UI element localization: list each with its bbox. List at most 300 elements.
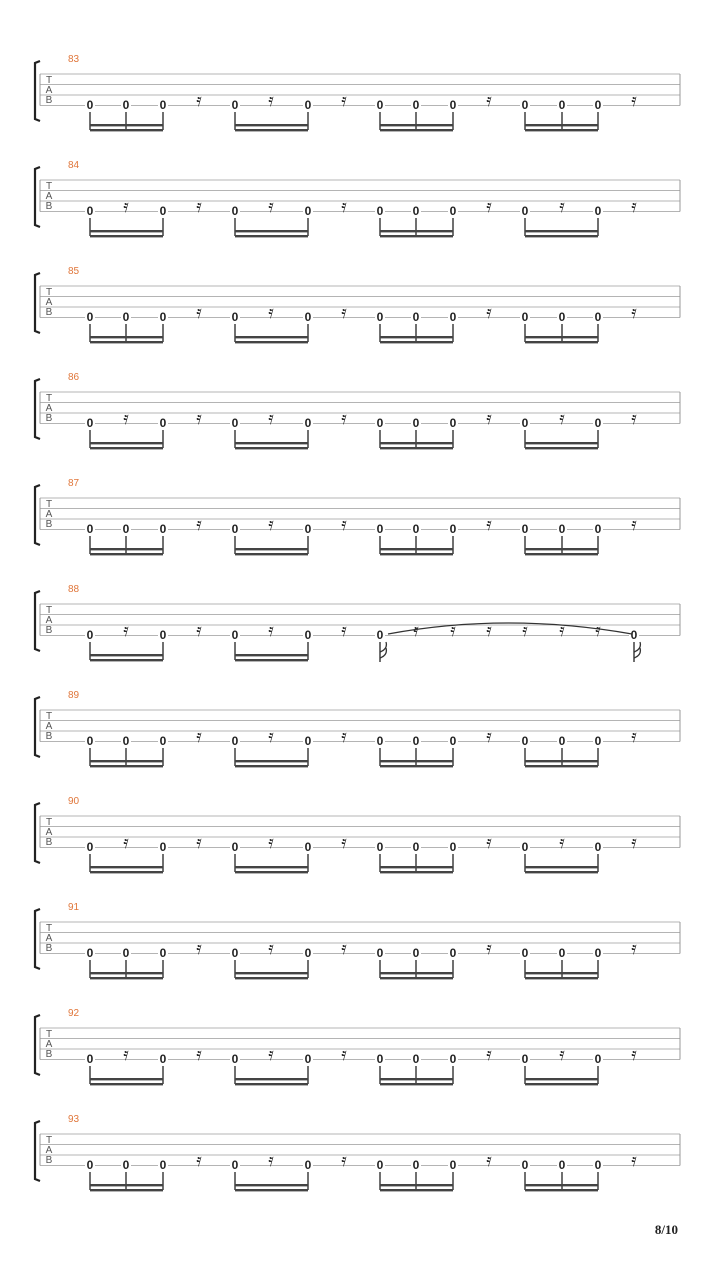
system-bracket bbox=[35, 379, 40, 439]
system-bracket bbox=[35, 485, 40, 545]
sixteenth-rest: 𝄿 bbox=[486, 196, 492, 217]
beam bbox=[235, 866, 308, 868]
sixteenth-rest: 𝄿 bbox=[631, 938, 637, 959]
tab-clef-a: A bbox=[45, 403, 53, 414]
tab-clef-b: B bbox=[45, 201, 53, 212]
sixteenth-rest: 𝄿 bbox=[268, 90, 274, 111]
beam bbox=[525, 760, 598, 762]
beam bbox=[380, 760, 453, 762]
beam bbox=[90, 765, 163, 767]
page-number: 8/10 bbox=[654, 1222, 678, 1237]
sixteenth-rest: 𝄿 bbox=[341, 196, 347, 217]
beam bbox=[90, 871, 163, 873]
fret-number: 0 bbox=[412, 946, 420, 960]
staff-system bbox=[35, 584, 680, 662]
fret-number: 0 bbox=[86, 1158, 94, 1172]
fret-number: 0 bbox=[376, 946, 384, 960]
fret-number: 0 bbox=[449, 416, 457, 430]
fret-number: 0 bbox=[449, 734, 457, 748]
staff-system bbox=[35, 690, 680, 767]
fret-number: 0 bbox=[86, 416, 94, 430]
fret-number: 0 bbox=[521, 946, 529, 960]
beam bbox=[235, 447, 308, 449]
measure-number: 88 bbox=[68, 584, 80, 595]
sixteenth-rest: 𝄿 bbox=[268, 726, 274, 747]
fret-number: 0 bbox=[159, 98, 167, 112]
sixteenth-rest: 𝄿 bbox=[341, 302, 347, 323]
fret-number: 0 bbox=[304, 628, 312, 642]
beam bbox=[90, 336, 163, 338]
beam bbox=[380, 1189, 453, 1191]
fret-number: 0 bbox=[86, 734, 94, 748]
fret-number: 0 bbox=[304, 522, 312, 536]
beam bbox=[235, 1184, 308, 1186]
beam bbox=[525, 548, 598, 550]
staff-system bbox=[35, 478, 680, 555]
fret-number: 0 bbox=[558, 1158, 566, 1172]
fret-number: 0 bbox=[521, 98, 529, 112]
fret-number: 0 bbox=[412, 204, 420, 218]
beam bbox=[525, 553, 598, 555]
fret-number: 0 bbox=[122, 522, 130, 536]
sixteenth-rest: 𝄿 bbox=[486, 302, 492, 323]
sixteenth-rest: 𝄿 bbox=[268, 938, 274, 959]
sixteenth-rest: 𝄿 bbox=[631, 514, 637, 535]
sixteenth-rest: 𝄿 bbox=[341, 1150, 347, 1171]
note-flag bbox=[634, 642, 640, 658]
staff-system bbox=[35, 266, 680, 343]
beam bbox=[235, 341, 308, 343]
beam bbox=[235, 1083, 308, 1085]
fret-number: 0 bbox=[231, 628, 239, 642]
sixteenth-rest: 𝄿 bbox=[196, 196, 202, 217]
fret-number: 0 bbox=[86, 840, 94, 854]
fret-number: 0 bbox=[594, 1158, 602, 1172]
fret-number: 0 bbox=[304, 734, 312, 748]
beam bbox=[235, 659, 308, 661]
beam bbox=[525, 124, 598, 126]
fret-number: 0 bbox=[231, 1052, 239, 1066]
sixteenth-rest: 𝄿 bbox=[631, 196, 637, 217]
fret-number: 0 bbox=[122, 1158, 130, 1172]
sixteenth-rest: 𝄿 bbox=[522, 620, 528, 641]
fret-number: 0 bbox=[558, 522, 566, 536]
tab-clef-t: T bbox=[45, 711, 53, 722]
beam bbox=[525, 129, 598, 131]
tab-clef-a: A bbox=[45, 191, 53, 202]
fret-number: 0 bbox=[412, 310, 420, 324]
tab-clef-t: T bbox=[45, 75, 53, 86]
sixteenth-rest: 𝄿 bbox=[123, 1044, 129, 1065]
beam bbox=[525, 1189, 598, 1191]
fret-number: 0 bbox=[159, 204, 167, 218]
fret-number: 0 bbox=[376, 1158, 384, 1172]
fret-number: 0 bbox=[412, 522, 420, 536]
beam bbox=[90, 1184, 163, 1186]
fret-number: 0 bbox=[376, 310, 384, 324]
fret-number: 0 bbox=[86, 1052, 94, 1066]
beam bbox=[235, 765, 308, 767]
fret-number: 0 bbox=[86, 946, 94, 960]
sixteenth-rest: 𝄿 bbox=[268, 196, 274, 217]
tab-clef-t: T bbox=[45, 817, 53, 828]
tab-clef-t: T bbox=[45, 499, 53, 510]
fret-number: 0 bbox=[231, 1158, 239, 1172]
sixteenth-rest: 𝄿 bbox=[631, 90, 637, 111]
sixteenth-rest: 𝄿 bbox=[631, 726, 637, 747]
fret-number: 0 bbox=[594, 946, 602, 960]
sixteenth-rest: 𝄿 bbox=[486, 1150, 492, 1171]
beam bbox=[90, 553, 163, 555]
fret-number: 0 bbox=[376, 522, 384, 536]
fret-number: 0 bbox=[376, 204, 384, 218]
beam bbox=[525, 977, 598, 979]
measure-number: 85 bbox=[68, 266, 80, 277]
fret-number: 0 bbox=[304, 840, 312, 854]
beam bbox=[380, 548, 453, 550]
system-bracket bbox=[35, 1015, 40, 1075]
staff-system bbox=[35, 160, 680, 237]
fret-number: 0 bbox=[86, 628, 94, 642]
fret-number: 0 bbox=[231, 840, 239, 854]
fret-number: 0 bbox=[231, 946, 239, 960]
fret-number: 0 bbox=[449, 1158, 457, 1172]
beam bbox=[525, 1184, 598, 1186]
fret-number: 0 bbox=[558, 98, 566, 112]
fret-number: 0 bbox=[231, 310, 239, 324]
beam bbox=[90, 129, 163, 131]
fret-number: 0 bbox=[159, 310, 167, 324]
staff-system bbox=[35, 796, 680, 873]
fret-number: 0 bbox=[304, 1158, 312, 1172]
fret-number: 0 bbox=[521, 416, 529, 430]
beam bbox=[235, 124, 308, 126]
fret-number: 0 bbox=[231, 416, 239, 430]
sixteenth-rest: 𝄿 bbox=[268, 1150, 274, 1171]
sixteenth-rest: 𝄿 bbox=[486, 1044, 492, 1065]
staff-system bbox=[35, 1008, 680, 1085]
tab-clef-a: A bbox=[45, 297, 53, 308]
beam bbox=[235, 230, 308, 232]
beam bbox=[90, 1083, 163, 1085]
beam bbox=[90, 654, 163, 656]
sixteenth-rest: 𝄿 bbox=[341, 90, 347, 111]
sixteenth-rest: 𝄿 bbox=[486, 620, 492, 641]
tab-clef-t: T bbox=[45, 1135, 53, 1146]
fret-number: 0 bbox=[376, 98, 384, 112]
tab-clef-t: T bbox=[45, 605, 53, 616]
tab-clef-b: B bbox=[45, 307, 53, 318]
fret-number: 0 bbox=[159, 946, 167, 960]
fret-number: 0 bbox=[122, 98, 130, 112]
beam bbox=[90, 972, 163, 974]
sixteenth-rest: 𝄿 bbox=[268, 514, 274, 535]
sixteenth-rest: 𝄿 bbox=[196, 408, 202, 429]
sixteenth-rest: 𝄿 bbox=[196, 302, 202, 323]
sixteenth-rest: 𝄿 bbox=[631, 1044, 637, 1065]
beam bbox=[380, 336, 453, 338]
sixteenth-rest: 𝄿 bbox=[631, 408, 637, 429]
measure-number: 83 bbox=[68, 54, 80, 65]
tab-clef-t: T bbox=[45, 287, 53, 298]
system-bracket bbox=[35, 591, 40, 651]
fret-number: 0 bbox=[521, 522, 529, 536]
sixteenth-rest: 𝄿 bbox=[559, 196, 565, 217]
sixteenth-rest: 𝄿 bbox=[123, 832, 129, 853]
measure-number: 86 bbox=[68, 372, 80, 383]
tab-clef-t: T bbox=[45, 923, 53, 934]
beam bbox=[235, 235, 308, 237]
beam bbox=[235, 442, 308, 444]
fret-number: 0 bbox=[86, 98, 94, 112]
tab-clef-b: B bbox=[45, 519, 53, 530]
beam bbox=[380, 1184, 453, 1186]
beam bbox=[90, 548, 163, 550]
fret-number: 0 bbox=[449, 840, 457, 854]
sixteenth-rest: 𝄿 bbox=[123, 196, 129, 217]
beam bbox=[380, 765, 453, 767]
tab-clef-a: A bbox=[45, 721, 53, 732]
fret-number: 0 bbox=[231, 98, 239, 112]
beam bbox=[525, 336, 598, 338]
beam bbox=[525, 447, 598, 449]
fret-number: 0 bbox=[412, 416, 420, 430]
fret-number: 0 bbox=[412, 1052, 420, 1066]
beam bbox=[525, 866, 598, 868]
system-bracket bbox=[35, 909, 40, 969]
sixteenth-rest: 𝄿 bbox=[341, 620, 347, 641]
fret-number: 0 bbox=[304, 98, 312, 112]
fret-number: 0 bbox=[376, 416, 384, 430]
sixteenth-rest: 𝄿 bbox=[196, 620, 202, 641]
beam bbox=[525, 230, 598, 232]
fret-number: 0 bbox=[594, 734, 602, 748]
tab-clef-t: T bbox=[45, 181, 53, 192]
sixteenth-rest: 𝄿 bbox=[268, 1044, 274, 1065]
fret-number: 0 bbox=[304, 416, 312, 430]
fret-number: 0 bbox=[376, 734, 384, 748]
fret-number: 0 bbox=[159, 1052, 167, 1066]
beam bbox=[235, 129, 308, 131]
beam bbox=[235, 760, 308, 762]
fret-number: 0 bbox=[376, 840, 384, 854]
staff-system bbox=[35, 1114, 680, 1191]
sixteenth-rest: 𝄿 bbox=[268, 620, 274, 641]
tab-clef-b: B bbox=[45, 95, 53, 106]
fret-number: 0 bbox=[521, 840, 529, 854]
beam bbox=[380, 1078, 453, 1080]
sixteenth-rest: 𝄿 bbox=[341, 832, 347, 853]
beam bbox=[90, 124, 163, 126]
tab-clef-b: B bbox=[45, 1049, 53, 1060]
sixteenth-rest: 𝄿 bbox=[268, 302, 274, 323]
staff-system bbox=[35, 902, 680, 979]
sixteenth-rest: 𝄿 bbox=[486, 938, 492, 959]
fret-number: 0 bbox=[594, 1052, 602, 1066]
fret-number: 0 bbox=[412, 840, 420, 854]
measure-number: 92 bbox=[68, 1008, 80, 1019]
sixteenth-rest: 𝄿 bbox=[196, 726, 202, 747]
fret-number: 0 bbox=[304, 946, 312, 960]
tab-clef-t: T bbox=[45, 1029, 53, 1040]
measure-number: 84 bbox=[68, 160, 80, 171]
staff-system bbox=[35, 372, 680, 449]
beam bbox=[525, 235, 598, 237]
fret-number: 0 bbox=[122, 946, 130, 960]
tab-clef-b: B bbox=[45, 731, 53, 742]
tab-clef-a: A bbox=[45, 933, 53, 944]
fret-number: 0 bbox=[376, 628, 384, 642]
sixteenth-rest: 𝄿 bbox=[413, 620, 419, 641]
beam bbox=[525, 442, 598, 444]
fret-number: 0 bbox=[231, 734, 239, 748]
sixteenth-rest: 𝄿 bbox=[196, 938, 202, 959]
sixteenth-rest: 𝄿 bbox=[196, 1044, 202, 1065]
measure-number: 90 bbox=[68, 796, 80, 807]
fret-number: 0 bbox=[521, 204, 529, 218]
fret-number: 0 bbox=[594, 522, 602, 536]
beam bbox=[90, 866, 163, 868]
beam bbox=[235, 1189, 308, 1191]
staff-system bbox=[35, 54, 680, 131]
sixteenth-rest: 𝄿 bbox=[450, 620, 456, 641]
beam bbox=[90, 1078, 163, 1080]
fret-number: 0 bbox=[558, 734, 566, 748]
tab-clef-b: B bbox=[45, 837, 53, 848]
measure-number: 91 bbox=[68, 902, 80, 913]
fret-number: 0 bbox=[159, 840, 167, 854]
sixteenth-rest: 𝄿 bbox=[123, 408, 129, 429]
sixteenth-rest: 𝄿 bbox=[595, 620, 601, 641]
sixteenth-rest: 𝄿 bbox=[268, 408, 274, 429]
beam bbox=[380, 124, 453, 126]
fret-number: 0 bbox=[159, 1158, 167, 1172]
beam bbox=[235, 548, 308, 550]
beam bbox=[525, 871, 598, 873]
fret-number: 0 bbox=[521, 1052, 529, 1066]
fret-number: 0 bbox=[412, 1158, 420, 1172]
fret-number: 0 bbox=[594, 204, 602, 218]
measure-number: 89 bbox=[68, 690, 80, 701]
beam bbox=[235, 871, 308, 873]
fret-number: 0 bbox=[594, 310, 602, 324]
fret-number: 0 bbox=[558, 946, 566, 960]
fret-number: 0 bbox=[304, 310, 312, 324]
sixteenth-rest: 𝄿 bbox=[341, 514, 347, 535]
beam bbox=[235, 972, 308, 974]
sixteenth-rest: 𝄿 bbox=[486, 832, 492, 853]
sixteenth-rest: 𝄿 bbox=[196, 832, 202, 853]
fret-number: 0 bbox=[449, 522, 457, 536]
beam bbox=[525, 972, 598, 974]
sixteenth-rest: 𝄿 bbox=[631, 302, 637, 323]
beam bbox=[525, 1078, 598, 1080]
beam bbox=[90, 235, 163, 237]
fret-number: 0 bbox=[86, 204, 94, 218]
tab-clef-a: A bbox=[45, 615, 53, 626]
sixteenth-rest: 𝄿 bbox=[341, 938, 347, 959]
beam bbox=[90, 447, 163, 449]
beam bbox=[235, 977, 308, 979]
sixteenth-rest: 𝄿 bbox=[631, 1150, 637, 1171]
tab-clef-b: B bbox=[45, 413, 53, 424]
system-bracket bbox=[35, 167, 40, 227]
beam bbox=[380, 1083, 453, 1085]
tab-clef-b: B bbox=[45, 625, 53, 636]
beam bbox=[380, 447, 453, 449]
system-bracket bbox=[35, 697, 40, 757]
beam bbox=[380, 871, 453, 873]
sixteenth-rest: 𝄿 bbox=[559, 620, 565, 641]
fret-number: 0 bbox=[231, 204, 239, 218]
beam bbox=[380, 341, 453, 343]
sixteenth-rest: 𝄿 bbox=[631, 832, 637, 853]
sixteenth-rest: 𝄿 bbox=[486, 408, 492, 429]
beam bbox=[235, 1078, 308, 1080]
sixteenth-rest: 𝄿 bbox=[559, 1044, 565, 1065]
beam bbox=[380, 972, 453, 974]
tab-clef-b: B bbox=[45, 943, 53, 954]
beam bbox=[380, 977, 453, 979]
beam bbox=[90, 442, 163, 444]
measure-number: 93 bbox=[68, 1114, 80, 1125]
fret-number: 0 bbox=[122, 310, 130, 324]
fret-number: 0 bbox=[122, 734, 130, 748]
fret-number: 0 bbox=[304, 204, 312, 218]
fret-number: 0 bbox=[86, 310, 94, 324]
beam bbox=[380, 866, 453, 868]
sixteenth-rest: 𝄿 bbox=[123, 620, 129, 641]
system-bracket bbox=[35, 1121, 40, 1181]
beam bbox=[525, 765, 598, 767]
fret-number: 0 bbox=[86, 522, 94, 536]
beam bbox=[90, 341, 163, 343]
sixteenth-rest: 𝄿 bbox=[559, 408, 565, 429]
fret-number: 0 bbox=[521, 310, 529, 324]
note-flag bbox=[380, 642, 386, 658]
fret-number: 0 bbox=[594, 98, 602, 112]
sixteenth-rest: 𝄿 bbox=[268, 832, 274, 853]
fret-number: 0 bbox=[449, 310, 457, 324]
tab-clef-a: A bbox=[45, 827, 53, 838]
sixteenth-rest: 𝄿 bbox=[486, 514, 492, 535]
fret-number: 0 bbox=[159, 522, 167, 536]
tab-clef-a: A bbox=[45, 85, 53, 96]
tab-clef-a: A bbox=[45, 1145, 53, 1156]
fret-number: 0 bbox=[449, 98, 457, 112]
fret-number: 0 bbox=[558, 310, 566, 324]
sixteenth-rest: 𝄿 bbox=[341, 408, 347, 429]
beam bbox=[235, 336, 308, 338]
fret-number: 0 bbox=[521, 734, 529, 748]
fret-number: 0 bbox=[159, 416, 167, 430]
sixteenth-rest: 𝄿 bbox=[196, 90, 202, 111]
system-bracket bbox=[35, 803, 40, 863]
tab-clef-t: T bbox=[45, 393, 53, 404]
fret-number: 0 bbox=[304, 1052, 312, 1066]
sixteenth-rest: 𝄿 bbox=[341, 726, 347, 747]
beam bbox=[90, 977, 163, 979]
fret-number: 0 bbox=[231, 522, 239, 536]
fret-number: 0 bbox=[594, 416, 602, 430]
system-bracket bbox=[35, 273, 40, 333]
tab-clef-a: A bbox=[45, 1039, 53, 1050]
beam bbox=[525, 341, 598, 343]
fret-number: 0 bbox=[449, 1052, 457, 1066]
beam bbox=[90, 230, 163, 232]
beam bbox=[235, 553, 308, 555]
sixteenth-rest: 𝄿 bbox=[486, 90, 492, 111]
